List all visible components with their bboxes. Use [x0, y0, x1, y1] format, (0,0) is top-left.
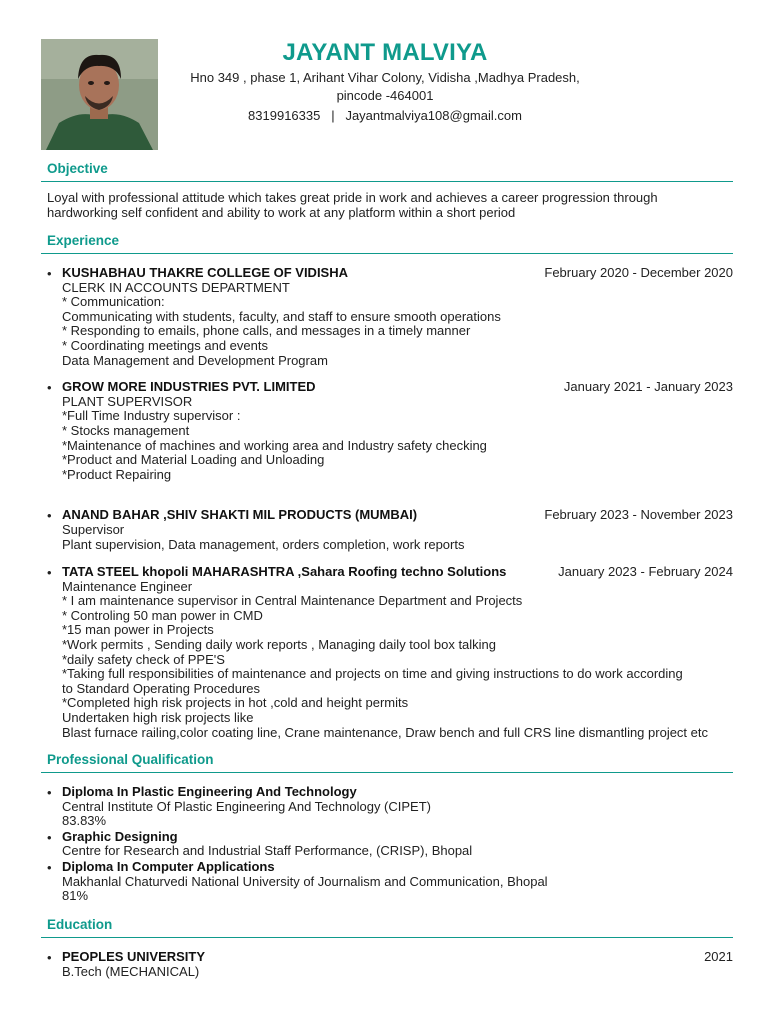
address-line-2: pincode -464001: [336, 87, 434, 103]
section-title-qualification: Professional Qualification: [47, 752, 214, 767]
experience-date: January 2023 - February 2024: [558, 564, 733, 580]
experience-detail: *daily safety check of PPE'S: [62, 651, 225, 667]
experience-item: [41, 380, 733, 482]
experience-detail: * Stocks management: [62, 422, 190, 438]
experience-detail: CLERK IN ACCOUNTS DEPARTMENT: [62, 279, 290, 295]
section-divider: [41, 253, 733, 254]
experience-date: January 2021 - January 2023: [563, 379, 733, 395]
section-title-objective: Objective: [47, 161, 108, 176]
experience-detail: * Communication:: [62, 294, 165, 310]
bullet-icon: •: [47, 829, 52, 845]
qualification-name: Diploma In Plastic Engineering And Technology: [62, 784, 357, 799]
bullet-icon: •: [47, 380, 52, 396]
section-title-education: Education: [47, 917, 113, 932]
objective-line: hardworking self confident and ability to work at any platform within a short period: [47, 205, 516, 220]
experience-org: KUSHABHAU THAKRE COLLEGE OF VIDISHA: [62, 265, 349, 280]
objective-section: [41, 160, 733, 220]
qualification-detail: 81%: [62, 888, 89, 904]
phone-number: 8319916335: [248, 108, 321, 123]
profile-photo: [41, 39, 158, 150]
bullet-icon: •: [47, 565, 52, 581]
candidate-name: JAYANT MALVIYA: [282, 39, 488, 66]
qualification-item: [41, 830, 733, 859]
experience-detail: * Coordinating meetings and events: [62, 337, 268, 353]
objective-line: Loyal with professional attitude which takes great pride in work and achieves a career progression through: [47, 190, 658, 205]
experience-detail: *Full Time Industry supervisor :: [62, 408, 241, 424]
education-institution: PEOPLES UNIVERSITY: [62, 949, 206, 964]
qualification-item: [41, 860, 733, 904]
bullet-icon: •: [47, 266, 52, 281]
section-divider: [41, 772, 733, 773]
experience-org: TATA STEEL khopoli MAHARASHTRA ,Sahara Roofing techno Solutions: [62, 564, 507, 580]
experience-detail: * I am maintenance supervisor in Central Maintenance Department and Projects: [62, 593, 523, 609]
qualification-detail: Central Institute Of Plastic Engineering And Technology (CIPET): [62, 798, 432, 814]
qualification-name: Diploma In Computer Applications: [62, 858, 275, 874]
experience-detail: *Maintenance of machines and working area and Industry safety checking: [62, 437, 487, 453]
experience-item: [41, 508, 733, 552]
experience-item: [41, 266, 733, 368]
qualification-section: [41, 751, 733, 904]
experience-detail: PLANT SUPERVISOR: [62, 393, 193, 409]
experience-detail: * Responding to emails, phone calls, and messages in a timely manner: [62, 323, 471, 339]
experience-detail: *Product and Material Loading and Unloading: [62, 452, 325, 468]
bullet-icon: •: [47, 950, 52, 965]
experience-detail: *Completed high risk projects in hot ,cold and height permits: [62, 695, 409, 711]
qualification-list: [41, 785, 733, 904]
experience-detail: *15 man power in Projects: [62, 622, 214, 638]
experience-detail: to Standard Operating Procedures: [62, 680, 261, 696]
contact-separator: |: [331, 108, 335, 123]
bullet-icon: •: [47, 859, 52, 875]
experience-detail: *Work permits , Sending daily work reports , Managing daily tool box talking: [62, 637, 497, 653]
qualification-detail: Makhanlal Chaturvedi National University of Journalism and Communication, Bhopal: [62, 873, 548, 889]
section-title-experience: Experience: [47, 233, 120, 248]
experience-date: February 2023 - November 2023: [544, 507, 733, 523]
objective-text: [47, 190, 733, 220]
experience-detail: Maintenance Engineer: [62, 578, 193, 594]
education-degree: B.Tech (MECHANICAL): [62, 963, 200, 979]
education-list: [41, 950, 733, 979]
experience-detail: *Taking full responsibilities of maintenance and projects on time and giving instructions to do work according: [62, 666, 683, 682]
education-year: 2021: [704, 949, 733, 964]
experience-item: [41, 565, 733, 740]
experience-detail: *Product Repairing: [62, 466, 172, 482]
experience-detail: Blast furnace railing,color coating line, Crane maintenance, Draw bench and full CRS line dismantling project etc: [62, 724, 709, 740]
experience-section: [41, 232, 733, 740]
experience-detail: * Controling 50 man power in CMD: [62, 607, 263, 623]
bullet-icon: •: [47, 785, 52, 800]
qualification-detail: 83.83%: [62, 813, 107, 829]
experience-date: February 2020 - December 2020: [544, 265, 733, 280]
education-section: [41, 916, 733, 979]
resume-header: [180, 38, 590, 123]
contact-line: [180, 108, 590, 123]
experience-org: ANAND BAHAR ,SHIV SHAKTI MIL PRODUCTS (MUMBAI): [62, 507, 418, 523]
experience-detail: Undertaken high risk projects like: [62, 710, 254, 726]
section-divider: [41, 181, 733, 182]
section-divider: [41, 937, 733, 938]
qualification-item: [41, 785, 733, 829]
experience-detail: Data Management and Development Program: [62, 352, 328, 368]
experience-detail: Supervisor: [62, 521, 125, 537]
education-item: [41, 950, 733, 979]
experience-detail: Plant supervision, Data management, orders completion, work reports: [62, 536, 465, 552]
address-line-1: Hno 349 , phase 1, Arihant Vihar Colony, Vidisha ,Madhya Pradesh,: [190, 70, 580, 85]
qualification-name: Graphic Designing: [62, 828, 178, 844]
bullet-icon: •: [47, 508, 52, 524]
experience-org: GROW MORE INDUSTRIES PVT. LIMITED: [62, 379, 316, 395]
experience-list: [41, 266, 733, 740]
qualification-detail: Centre for Research and Industrial Staff Performance, (CRISP), Bhopal: [62, 843, 473, 859]
email-address[interactable]: Jayantmalviya108@gmail.com: [345, 108, 522, 123]
experience-detail: Communicating with students, faculty, and staff to ensure smooth operations: [62, 308, 501, 324]
